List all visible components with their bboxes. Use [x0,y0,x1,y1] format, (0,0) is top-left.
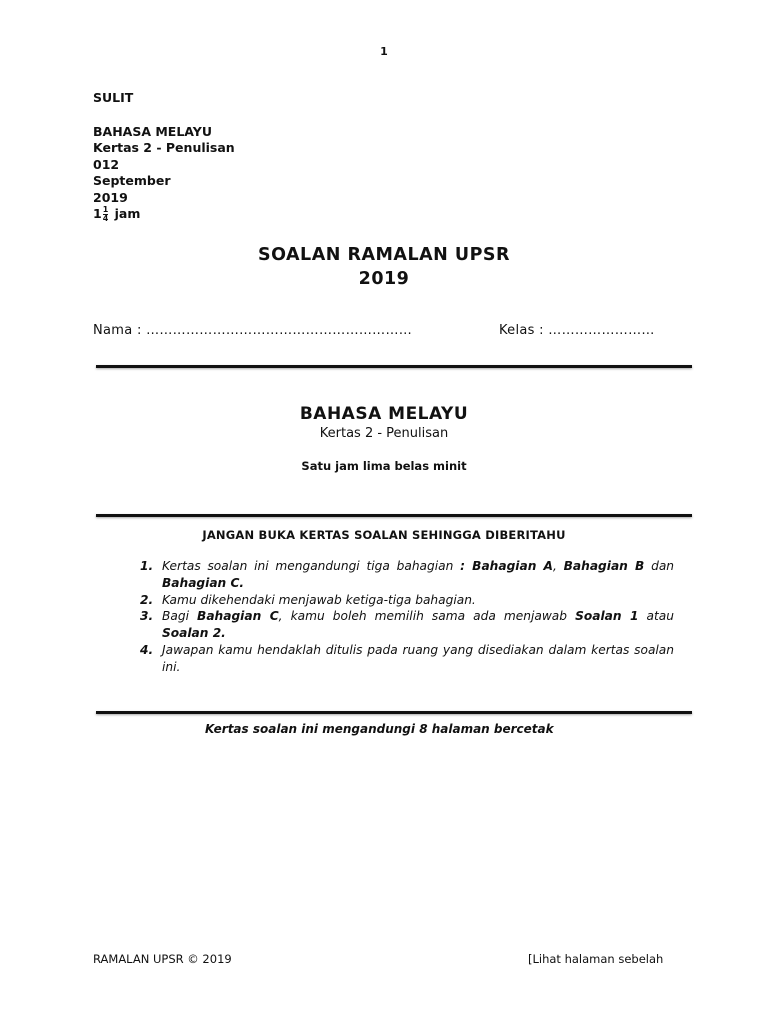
instruction-emphasis: Bahagian C. [162,575,245,590]
instruction-text: Bagi [162,609,198,624]
instruction-item [138,608,674,642]
duration-denominator: 4 [102,214,109,223]
duration-unit: jam [114,206,141,221]
header-paper: Kertas 2 - Penulisan [93,140,235,155]
footer-copyright: RAMALAN UPSR © 2019 [93,952,232,966]
exam-title-line2: 2019 [358,269,410,289]
instruction-number: 1. [140,559,154,573]
exam-title-line1: SOALAN RAMALAN UPSR [257,245,510,265]
instruction-number: 2. [140,592,154,607]
instruction-text: atau [638,609,674,624]
instruction-text: , [552,559,564,573]
subject-block [0,403,768,473]
instructions-list [138,558,674,676]
header-year: 2019 [93,189,128,205]
duration-text: Satu jam lima belas minit [301,459,467,473]
divider-rule-1 [96,365,692,368]
instruction-item [138,642,674,676]
instruction-emphasis: : Bahagian A [460,559,553,573]
exam-header-info [93,90,235,223]
instruction-emphasis: Bahagian C [197,609,279,624]
exam-title [0,243,768,291]
divider-rule-2 [96,514,692,517]
instruction-number: 3. [140,609,154,624]
header-code: 012 [93,156,120,172]
header-month: September [93,173,171,188]
subject-title: BAHASA MELAYU [299,404,469,424]
page-count-note: Kertas soalan ini mengandungi 8 halaman bercetak [205,722,554,736]
class-field: Kelas : …………………… [499,323,655,338]
header-duration [93,206,235,223]
classification-label: SULIT [93,90,134,105]
instruction-emphasis: Bahagian B [563,559,645,573]
name-field: Nama : …………………………………………………… [93,323,413,338]
header-subject: BAHASA MELAYU [93,123,212,139]
divider-rule-3 [96,711,692,714]
warning-text: JANGAN BUKA KERTAS SOALAN SEHINGGA DIBERITAHU [202,528,566,542]
instruction-item [138,592,674,609]
instruction-number: 4. [140,642,154,657]
duration-numerator: 1 [102,205,109,214]
instruction-text: Jawapan kamu hendaklah ditulis pada ruang yang disediakan dalam kertas soalan ini. [162,642,674,674]
duration-fraction [103,206,109,223]
instruction-item [138,558,674,592]
instruction-text: Kertas soalan ini mengandungi tiga bahagian [162,559,461,573]
duration-whole: 1 [93,206,102,221]
instruction-text: dan [644,559,675,573]
instruction-emphasis: Soalan 1 [575,609,639,624]
paper-title: Kertas 2 - Penulisan [319,426,449,441]
footer-next-page: [Lihat halaman sebelah [528,952,664,966]
page-number: 1 [380,45,388,58]
instruction-text: , kamu boleh memilih sama ada menjawab [278,609,576,624]
instruction-emphasis: Soalan 2. [162,626,226,641]
instruction-text: Kamu dikehendaki menjawab ketiga-tiga bahagian. [162,592,476,607]
